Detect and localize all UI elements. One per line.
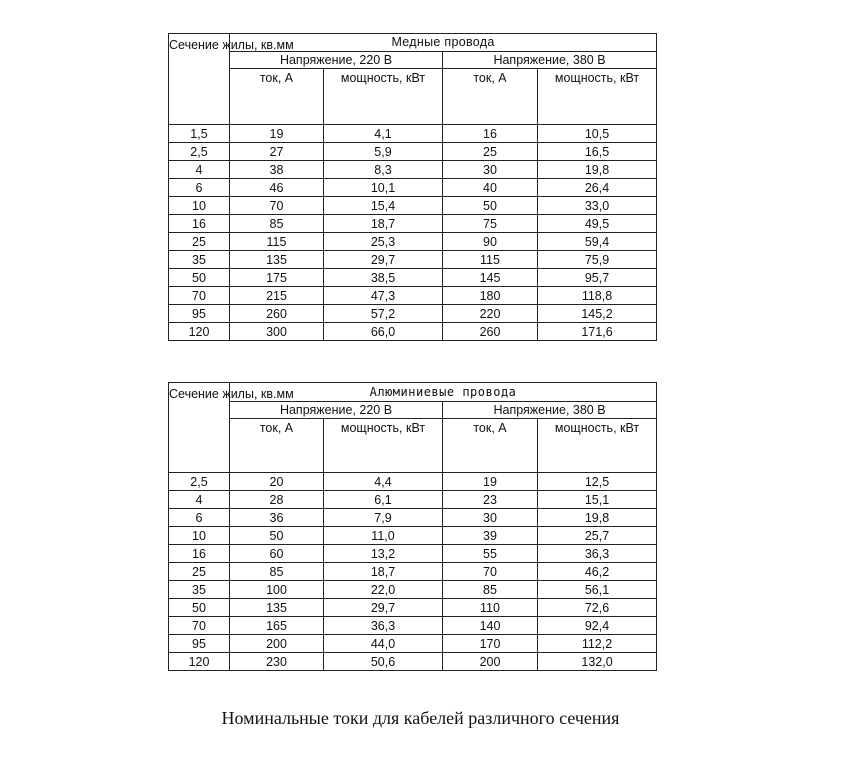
table-row <box>169 323 657 341</box>
voltage-380-header: Напряжение, 380 В <box>443 402 657 419</box>
cross-section-cell: 50 <box>169 599 230 617</box>
current-220-cell: 165 <box>230 617 324 635</box>
current-380-cell: 30 <box>443 161 538 179</box>
current-380-cell: 220 <box>443 305 538 323</box>
power-220-cell: 18,7 <box>324 215 443 233</box>
section-header: Сечение жилы, кв.мм <box>169 383 230 473</box>
power-380-cell: 12,5 <box>538 473 657 491</box>
power-220-cell: 7,9 <box>324 509 443 527</box>
current-220-cell: 28 <box>230 491 324 509</box>
power-380-cell: 118,8 <box>538 287 657 305</box>
power-220-cell: 6,1 <box>324 491 443 509</box>
cross-section-cell: 50 <box>169 269 230 287</box>
table-row <box>169 491 657 509</box>
figure-caption: Номинальные токи для кабелей различного сечения <box>221 708 620 728</box>
voltage-380-header: Напряжение, 380 В <box>443 52 657 69</box>
aluminum-wires-table <box>168 382 657 671</box>
power-380-cell: 26,4 <box>538 179 657 197</box>
current-220-cell: 70 <box>230 197 324 215</box>
current-380-cell: 25 <box>443 143 538 161</box>
current-220-cell: 50 <box>230 527 324 545</box>
power-220-cell: 8,3 <box>324 161 443 179</box>
table-title: Медные провода <box>230 34 657 52</box>
current-380-cell: 180 <box>443 287 538 305</box>
current-220-cell: 46 <box>230 179 324 197</box>
table-row <box>169 251 657 269</box>
current-220-cell: 36 <box>230 509 324 527</box>
current-380-cell: 75 <box>443 215 538 233</box>
current-380-cell: 70 <box>443 563 538 581</box>
power-220-cell: 13,2 <box>324 545 443 563</box>
current-220-cell: 215 <box>230 287 324 305</box>
table-row <box>169 125 657 143</box>
current-380-cell: 170 <box>443 635 538 653</box>
current-220-cell: 27 <box>230 143 324 161</box>
power-220-cell: 11,0 <box>324 527 443 545</box>
current-380-cell: 140 <box>443 617 538 635</box>
cross-section-cell: 4 <box>169 491 230 509</box>
table-row <box>169 143 657 161</box>
table-row <box>169 653 657 671</box>
power-220-cell: 4,1 <box>324 125 443 143</box>
table-row <box>169 305 657 323</box>
cross-section-cell: 25 <box>169 233 230 251</box>
power-380-cell: 33,0 <box>538 197 657 215</box>
current-380-cell: 145 <box>443 269 538 287</box>
power-380-cell: 15,1 <box>538 491 657 509</box>
current-380-cell: 90 <box>443 233 538 251</box>
power-380-cell: 59,4 <box>538 233 657 251</box>
table-row <box>169 581 657 599</box>
current-380-cell: 23 <box>443 491 538 509</box>
power-220-cell: 44,0 <box>324 635 443 653</box>
copper-wires-table <box>168 33 657 341</box>
current-220-cell: 20 <box>230 473 324 491</box>
current-380-header: ток, А <box>443 419 538 473</box>
power-380-cell: 49,5 <box>538 215 657 233</box>
power-220-cell: 5,9 <box>324 143 443 161</box>
power-220-cell: 25,3 <box>324 233 443 251</box>
table-row <box>169 635 657 653</box>
table-row <box>169 287 657 305</box>
cross-section-cell: 70 <box>169 287 230 305</box>
current-380-cell: 110 <box>443 599 538 617</box>
power-220-cell: 66,0 <box>324 323 443 341</box>
current-220-cell: 19 <box>230 125 324 143</box>
table-row <box>169 563 657 581</box>
power-220-cell: 36,3 <box>324 617 443 635</box>
voltage-220-header: Напряжение, 220 В <box>230 402 443 419</box>
power-380-cell: 56,1 <box>538 581 657 599</box>
current-220-cell: 38 <box>230 161 324 179</box>
cross-section-cell: 120 <box>169 323 230 341</box>
table-row <box>169 599 657 617</box>
table-row <box>169 233 657 251</box>
power-380-cell: 19,8 <box>538 509 657 527</box>
aluminum-table-body <box>169 383 657 671</box>
cross-section-cell: 4 <box>169 161 230 179</box>
current-220-cell: 300 <box>230 323 324 341</box>
current-220-cell: 175 <box>230 269 324 287</box>
power-380-cell: 19,8 <box>538 161 657 179</box>
power-380-cell: 171,6 <box>538 323 657 341</box>
power-220-header: мощность, кВт <box>324 419 443 473</box>
current-220-cell: 60 <box>230 545 324 563</box>
power-380-cell: 92,4 <box>538 617 657 635</box>
cross-section-cell: 10 <box>169 197 230 215</box>
power-380-cell: 36,3 <box>538 545 657 563</box>
current-220-cell: 135 <box>230 251 324 269</box>
power-380-cell: 10,5 <box>538 125 657 143</box>
current-380-cell: 200 <box>443 653 538 671</box>
cross-section-cell: 120 <box>169 653 230 671</box>
current-220-cell: 230 <box>230 653 324 671</box>
cross-section-cell: 2,5 <box>169 143 230 161</box>
cross-section-cell: 2,5 <box>169 473 230 491</box>
table-row <box>169 527 657 545</box>
current-220-cell: 115 <box>230 233 324 251</box>
cross-section-cell: 16 <box>169 215 230 233</box>
power-380-cell: 95,7 <box>538 269 657 287</box>
cross-section-cell: 1,5 <box>169 125 230 143</box>
current-380-cell: 30 <box>443 509 538 527</box>
table-title: Алюминиевые провода <box>230 383 657 402</box>
current-220-cell: 85 <box>230 215 324 233</box>
power-220-cell: 57,2 <box>324 305 443 323</box>
power-380-cell: 46,2 <box>538 563 657 581</box>
power-380-header: мощность, кВт <box>538 419 657 473</box>
current-380-cell: 40 <box>443 179 538 197</box>
cross-section-cell: 35 <box>169 581 230 599</box>
current-380-cell: 115 <box>443 251 538 269</box>
power-380-cell: 25,7 <box>538 527 657 545</box>
table-row <box>169 197 657 215</box>
current-220-cell: 260 <box>230 305 324 323</box>
cross-section-cell: 16 <box>169 545 230 563</box>
table-row <box>169 179 657 197</box>
copper-table-body <box>169 34 657 341</box>
cross-section-cell: 35 <box>169 251 230 269</box>
cross-section-cell: 25 <box>169 563 230 581</box>
table-row <box>169 215 657 233</box>
current-220-cell: 200 <box>230 635 324 653</box>
power-220-cell: 15,4 <box>324 197 443 215</box>
table-row <box>169 617 657 635</box>
table-row <box>169 269 657 287</box>
voltage-220-header: Напряжение, 220 В <box>230 52 443 69</box>
current-220-cell: 135 <box>230 599 324 617</box>
table-row <box>169 545 657 563</box>
power-220-cell: 29,7 <box>324 599 443 617</box>
current-220-cell: 100 <box>230 581 324 599</box>
table-row <box>169 473 657 491</box>
power-220-cell: 29,7 <box>324 251 443 269</box>
power-220-cell: 10,1 <box>324 179 443 197</box>
table-row <box>169 161 657 179</box>
current-380-cell: 260 <box>443 323 538 341</box>
power-220-cell: 47,3 <box>324 287 443 305</box>
power-220-cell: 50,6 <box>324 653 443 671</box>
power-380-header: мощность, кВт <box>538 69 657 125</box>
power-220-cell: 38,5 <box>324 269 443 287</box>
power-220-cell: 22,0 <box>324 581 443 599</box>
power-380-cell: 112,2 <box>538 635 657 653</box>
power-380-cell: 72,6 <box>538 599 657 617</box>
current-380-header: ток, А <box>443 69 538 125</box>
current-380-cell: 50 <box>443 197 538 215</box>
current-220-header: ток, А <box>230 69 324 125</box>
cross-section-cell: 95 <box>169 635 230 653</box>
cross-section-cell: 70 <box>169 617 230 635</box>
current-220-header: ток, А <box>230 419 324 473</box>
power-220-cell: 4,4 <box>324 473 443 491</box>
current-380-cell: 55 <box>443 545 538 563</box>
power-380-cell: 145,2 <box>538 305 657 323</box>
current-380-cell: 85 <box>443 581 538 599</box>
power-380-cell: 132,0 <box>538 653 657 671</box>
current-380-cell: 39 <box>443 527 538 545</box>
current-380-cell: 19 <box>443 473 538 491</box>
power-380-cell: 75,9 <box>538 251 657 269</box>
table-row <box>169 509 657 527</box>
power-220-header: мощность, кВт <box>324 69 443 125</box>
current-220-cell: 85 <box>230 563 324 581</box>
power-220-cell: 18,7 <box>324 563 443 581</box>
cross-section-cell: 10 <box>169 527 230 545</box>
section-header: Сечение жилы, кв.мм <box>169 34 230 125</box>
power-380-cell: 16,5 <box>538 143 657 161</box>
cross-section-cell: 6 <box>169 179 230 197</box>
current-380-cell: 16 <box>443 125 538 143</box>
cross-section-cell: 95 <box>169 305 230 323</box>
cross-section-cell: 6 <box>169 509 230 527</box>
